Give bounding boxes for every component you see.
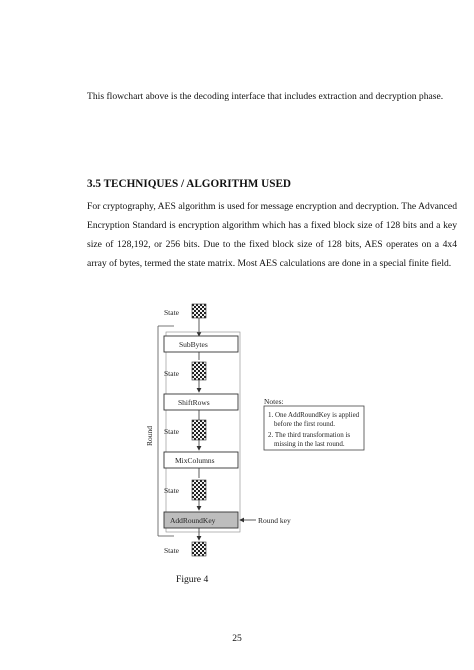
figure-caption: Figure 4 [176,574,209,585]
note-1-line-2: before the first round. [274,420,336,428]
state-label-1: State [164,308,179,317]
state-label-5: State [164,546,179,555]
state-matrix-1 [192,304,206,318]
note-2-line-1: 2. The third transformation is [268,431,351,439]
shiftrows-label: ShiftRows [178,398,210,407]
note-1-line-1: 1. One AddRoundKey is applied [268,411,360,419]
round-label: Round [145,425,154,446]
state-matrix-5 [192,542,206,556]
notes-title: Notes: [264,397,284,406]
note-2-line-2: missing in the last round. [274,440,345,448]
mixcolumns-label: MixColumns [175,456,215,465]
section-body-paragraph: For cryptography, AES algorithm is used for message encryption and decryption. The Advanced Encryption Standard is encryption algorithm which has a fixed block size of 128 bits and a key size of 128,192, or 256 bits. Due to the fixed block size of 128 bits, AES operates on a 4x4 array of bytes, termed the state matrix. Most AES calculations are done in a special finite field. [87,201,457,269]
state-matrix-4 [192,480,206,500]
intro-paragraph: This flowchart above is the decoding interface that includes extraction and decryption phase. [87,91,444,102]
subbytes-label: SubBytes [179,340,208,349]
state-matrix-2 [192,362,206,380]
section-heading: 3.5 TECHNIQUES / ALGORITHM USED [87,178,292,190]
page-number: 25 [232,633,242,644]
round-key-label: Round key [258,516,291,525]
addroundkey-label: AddRoundKey [170,516,216,525]
state-label-2: State [164,369,179,378]
state-label-3: State [164,427,179,436]
aes-round-diagram [140,300,370,572]
state-matrix-3 [192,420,206,440]
state-label-4: State [164,486,179,495]
